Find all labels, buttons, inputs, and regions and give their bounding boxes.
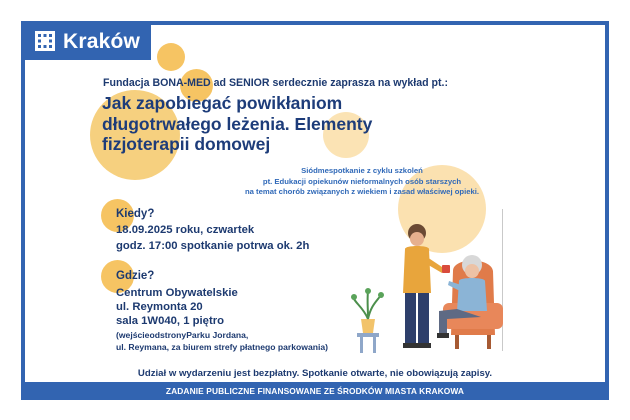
caregiver-serving-tea-illustration <box>341 211 511 356</box>
free-entry-note: Udział w wydarzeniu jest bezpłatny. Spotkanie otwarte, nie obowiązują zapisy. <box>137 368 493 379</box>
poster-frame <box>21 21 609 400</box>
title-line: Jak zapobiegać powikłaniom <box>102 93 343 113</box>
series-subtitle <box>187 166 537 198</box>
venue-note: (wejścieodstronyParku Jordana, <box>116 330 249 340</box>
title-line: fizjoterapii domowej <box>102 134 271 154</box>
venue-room: sala 1W040, 1 piętro <box>116 315 224 327</box>
where-label: Gdzie? <box>116 270 155 282</box>
subtitle-line: Siódmespotkanie z cyklu szkoleń <box>301 166 423 175</box>
venue-name: Centrum Obywatelskie <box>116 287 238 299</box>
title-line: długotrwałego leżenia. Elementy <box>102 113 373 134</box>
when-label: Kiedy? <box>116 208 155 220</box>
venue-street: ul. Reymonta 20 <box>116 301 203 313</box>
subtitle-line: na temat chorób związanych z wiekiem i zasad właściwej opieki. <box>244 187 480 196</box>
event-time: godz. 17:00 spotkanie potrwa ok. 2h <box>116 240 310 252</box>
event-date: 18.09.2025 roku, czwartek <box>116 224 255 236</box>
decor-circle <box>157 43 185 71</box>
intro-text: Fundacja BONA-MED ad SENIOR serdecznie zaprasza na wykład pt.: <box>103 77 448 89</box>
krakow-logo <box>25 25 151 60</box>
krakow-city-mark-icon <box>35 31 55 51</box>
venue-note: ul. Reymana, za biurem strefy płatnego parkowania) <box>116 342 329 352</box>
subtitle-line: pt. Edukacji opiekunów nieformalnych osób starszych <box>262 176 462 186</box>
logo-text: Kraków <box>63 30 141 53</box>
funding-footer: ZADANIE PUBLICZNE FINANSOWANE ZE ŚRODKÓW MIASTA KRAKOWA <box>25 382 605 400</box>
lecture-title <box>102 93 422 155</box>
